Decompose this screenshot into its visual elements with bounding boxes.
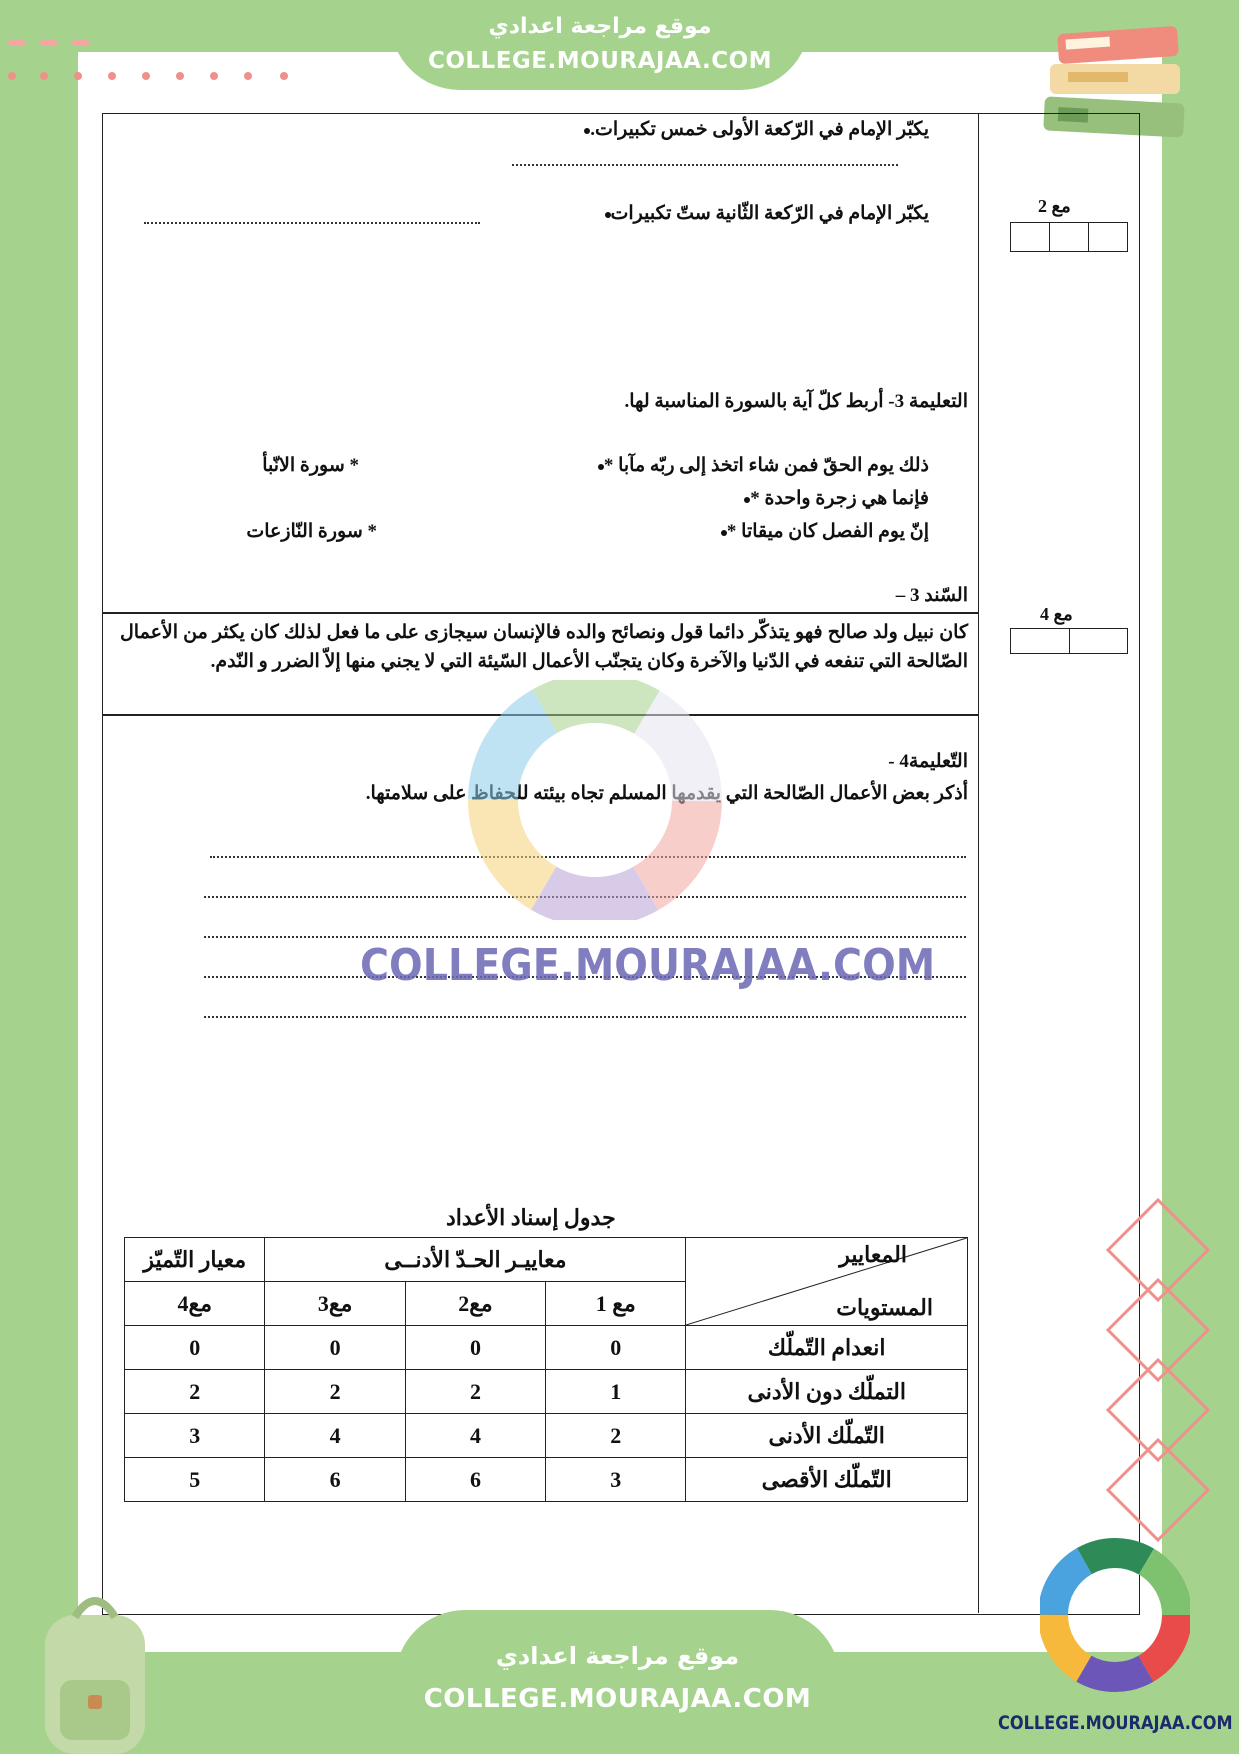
sanad3-title: السّند 3 – [895, 585, 968, 606]
header-diagonal-cell [686, 1238, 968, 1326]
bullet-line-2 [591, 202, 929, 225]
site-name-bottom: موقع مراجعة اعدادي [495, 1642, 740, 1670]
value-cell: 2 [125, 1370, 265, 1414]
value-cell: 2 [265, 1370, 405, 1414]
table-row [125, 1326, 968, 1370]
col-header: مع 1 [546, 1282, 686, 1326]
score-boxes-2[interactable] [1010, 222, 1128, 252]
footer-tab [395, 1610, 840, 1754]
verse-row-3 [707, 520, 929, 543]
score-boxes-4[interactable] [1010, 628, 1128, 654]
corner-brand-domain: COLLEGE.MOURAJAA.COM [998, 1712, 1233, 1734]
col-header: مع2 [405, 1282, 545, 1326]
verse-row-1 [584, 454, 929, 477]
col-header: مع4 [125, 1282, 265, 1326]
value-cell: 0 [405, 1326, 545, 1370]
instruction4-question: أذكر بعض الأعمال الصّالحة التي يقدمها المسلم تجاه بيئته للحفاظ على سلامتها. [365, 783, 968, 804]
value-cell: 4 [405, 1414, 545, 1458]
min-criteria-header: معاييـر الحـدّ الأدنــى [265, 1238, 686, 1282]
value-cell: 6 [265, 1458, 405, 1502]
section2-bullet1: يكبّر الإمام في الرّكعة الأولى خمس تكبيرات. [590, 119, 929, 140]
frame-left [0, 0, 78, 1754]
level-cell: انعدام التّملّك [686, 1326, 968, 1370]
verse-2: فإنما هي زجرة واحدة * [750, 488, 929, 509]
score-column-divider [978, 113, 979, 1613]
value-cell: 2 [546, 1414, 686, 1458]
surah-1: * سورة الانّبأ [262, 455, 359, 476]
site-name-top: موقع مراجعة اعدادي [488, 14, 712, 39]
answer-line[interactable] [144, 222, 480, 224]
grade-table [124, 1237, 968, 1502]
score-label-4: مع 4 [1040, 604, 1073, 624]
science-wheel-icon [1040, 1530, 1190, 1710]
grade-table-caption: جدول إسناد الأعداد [446, 1205, 616, 1230]
table-row [125, 1370, 968, 1414]
value-cell: 3 [546, 1458, 686, 1502]
instruction4-title: التّعليمة4 - [888, 751, 968, 772]
site-domain-top[interactable]: COLLEGE.MOURAJAA.COM [427, 48, 773, 74]
diamond-decoration-icon [1098, 1190, 1239, 1550]
level-cell: التّملّك الأقصى [686, 1458, 968, 1502]
value-cell: 6 [405, 1458, 545, 1502]
verse-3: إنّ يوم الفصل كان ميقاتا * [726, 521, 929, 542]
section2-bullet2: يكبّر الإمام في الرّكعة الثّانية ستّ تكبيرات [610, 203, 929, 224]
value-cell: 0 [265, 1326, 405, 1370]
value-cell: 1 [546, 1370, 686, 1414]
backpack-icon [20, 1585, 170, 1754]
level-cell: التملّك دون الأدنى [686, 1370, 968, 1414]
value-cell: 0 [125, 1326, 265, 1370]
table-row [125, 1414, 968, 1458]
level-cell: التّملّك الأدنى [686, 1414, 968, 1458]
value-cell: 5 [125, 1458, 265, 1502]
watermark-domain: COLLEGE.MOURAJAA.COM [360, 940, 936, 991]
value-cell: 3 [125, 1414, 265, 1458]
value-cell: 2 [405, 1370, 545, 1414]
answer-line[interactable] [512, 164, 898, 166]
science-wheel-icon [465, 680, 725, 920]
surah-2: * سورة النّازعات [246, 521, 377, 542]
answer-line[interactable] [204, 1016, 966, 1018]
sanad3-text: كان نبيل ولد صالح فهو يتذكّر دائما قول ونصائح والده فالإنسان سيجازى على ما فعل لذلك كان يكثر من الأعمال الصّالحة التي تنفعه في الدّنيا والآخرة وكان يتجنّب الأعمال السّيئة التي لا يجني منها إلاّ الضرر و النّدم. [120, 622, 968, 672]
excellence-header: معيار التّميّز [125, 1238, 265, 1282]
site-domain-bottom[interactable]: COLLEGE.MOURAJAA.COM [423, 1684, 812, 1714]
verse-row-2 [730, 487, 929, 510]
col-header: مع3 [265, 1282, 405, 1326]
header-criteria: المعايير [839, 1242, 907, 1267]
header-levels: المستويات [836, 1295, 933, 1320]
instruction3-title: التعليمة 3- أربط كلّ آية بالسورة المناسبة لها. [624, 391, 968, 412]
bullet-line-1 [570, 118, 929, 141]
value-cell: 0 [546, 1326, 686, 1370]
value-cell: 4 [265, 1414, 405, 1458]
table-row [125, 1458, 968, 1502]
score-label-2: مع 2 [1038, 196, 1071, 216]
table-row [125, 1238, 968, 1282]
answer-line[interactable] [204, 936, 966, 938]
verse-1: ذلك يوم الحقّ فمن شاء اتخذ إلى ربّه مآبا * [603, 455, 929, 476]
